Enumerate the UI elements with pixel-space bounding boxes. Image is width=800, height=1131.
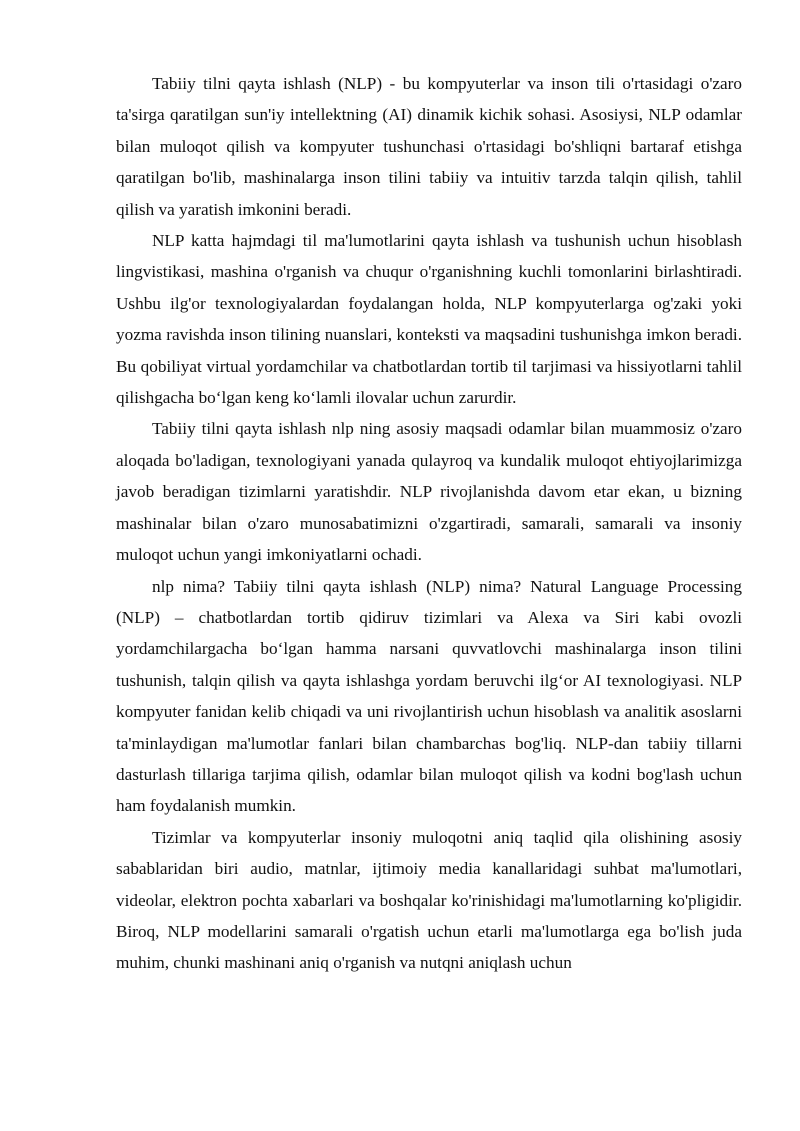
paragraph: Tabiiy tilni qayta ishlash (NLP) - bu kompyuterlar va inson tili o'rtasidagi o'zaro ta'sirga qaratilgan sun'iy intellektning (AI) dinamik kichik sohasi. Asosiysi, NLP odamlar bilan muloqot qilish va kompyuter tushunchasi o'rtasidagi bo'shliqni bartaraf etishga qaratilgan bo'lib, mashinalarga inson tilini tabiiy va intuitiv tarzda talqin qilish, tahlil qilish va yaratish imkonini beradi. xyxy=(116,74,742,219)
paragraph: NLP katta hajmdagi til ma'lumotlarini qayta ishlash va tushunish uchun hisoblash lingvistikasi, mashina o'rganish va chuqur o'rganishning kuchli tomonlarini birlashtiradi. Ushbu ilg'or texnologiyalardan foydalangan holda, NLP kompyuterlarga og'zaki yoki yozma ravishda inson tilining nuanslari, konteksti va maqsadini tushunishga imkon beradi. Bu qobiliyat virtual yordamchilar va chatbotlardan tortib til tarjimasi va hissiyotlarni tahlil qilishgacha bo‘lgan keng ko‘lamli ilovalar uchun zarurdir. xyxy=(116,231,742,408)
paragraph: Tizimlar va kompyuterlar insoniy muloqotni aniq taqlid qila olishining asosiy sabablaridan biri audio, matnlar, ijtimoiy media kanallaridagi suhbat ma'lumotlari, videolar, elektron pochta xabarlari va boshqalar ko'rinishidagi ma'lumotlarning ko'pligidir. Biroq, NLP modellarini samarali o'rgatish uchun etarli ma'lumotlarga ega bo'lish juda muhim, chunki mashinani aniq o'rganish va nutqni aniqlash uchun xyxy=(116,827,742,973)
paragraph: Tabiiy tilni qayta ishlash nlp ning asosiy maqsadi odamlar bilan muammosiz o'zaro aloqada bo'ladigan, texnologiyani yanada qulayroq va kundalik muloqot ehtiyojlarimizga javob beradigan tizimlarni yaratishdir. NLP rivojlanishda davom etar ekan, u bizning mashinalar bilan o'zaro munosabatimizni o'zgartiradi, samarali, samarali va insoniy muloqot uchun yangi imkoniyatlarni ochadi. xyxy=(116,419,742,565)
document-page xyxy=(116,68,742,979)
paragraph: nlp nima? Tabiiy tilni qayta ishlash (NLP) nima? Natural Language Processing (NLP) – chatbotlardan tortib qidiruv tizimlari va Alexa va Siri kabi ovozli yordamchilargacha bo‘lgan hamma narsani quvvatlovchi mashinalarga inson tilini tushunish, talqin qilish va qayta ishlashga yordam beruvchi ilg‘or AI texnologiyasi. NLP kompyuter fanidan kelib chiqadi va uni rivojlantirish uchun hisoblash va analitik asoslarni ta'minlaydigan ma'lumotlar fanlari bilan chambarchas bog'liq. NLP-dan tabiiy tillarni dasturlash tillariga tarjima qilish, odamlar bilan muloqot qilish va kodni bog'lash uchun ham foydalanish mumkin. xyxy=(116,576,742,816)
